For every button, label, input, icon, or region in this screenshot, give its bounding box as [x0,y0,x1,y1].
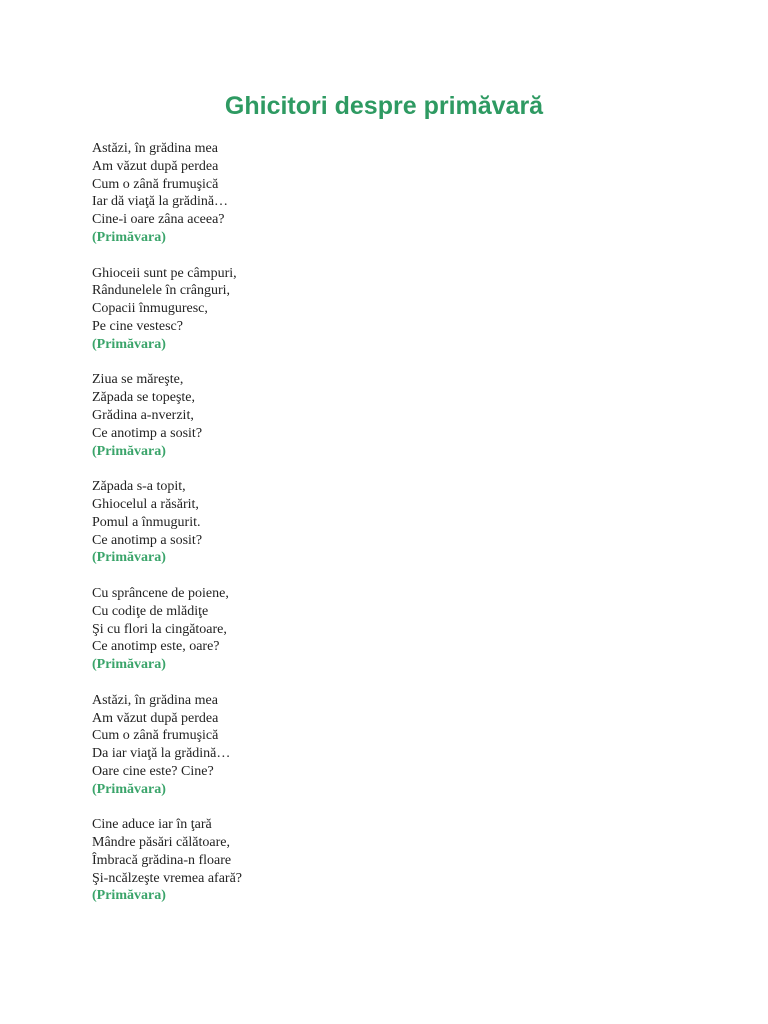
riddle-line: Cine-i oare zâna aceea? [92,212,225,228]
riddle-line: Ghiocelul a răsărit, [92,496,199,512]
riddle-line: Copacii înmuguresc, [92,301,208,317]
riddle-line: Ziua se măreşte, [92,372,184,388]
riddle-line: Astăzi, în grădina mea [92,141,218,156]
riddle-line: Rândunelele în crânguri, [92,283,231,299]
page-title: Ghicitori despre primăvară [224,92,544,120]
riddle-line: Cum o zână frumuşică [92,176,219,192]
riddle-line: Îmbracă grădina-n floare [92,852,232,868]
riddle-line: Am văzut după perdea [92,158,219,174]
riddle-line: Ce anotimp a sosit? [92,425,203,441]
riddle-line: Mândre păsări călătoare, [92,835,230,851]
riddle-answer: (Primăvara) [92,443,166,459]
riddle-line: Cu sprâncene de poiene, [92,585,229,601]
riddle-block [92,816,692,905]
riddle-line: Da iar viaţă la grădină… [92,746,231,762]
riddle-line: Ce anotimp a sosit? [92,532,203,548]
riddle-line: Cine aduce iar în ţară [92,817,212,833]
riddle-line: Am văzut după perdea [92,710,219,726]
riddle-answer: (Primăvara) [92,657,166,673]
riddle-line: Astăzi, în grădina mea [92,692,218,708]
riddle-line: Cum o zână frumuşică [92,728,219,744]
riddle-line: Grădina a-nverzit, [92,407,194,423]
riddle-line: Şi-ncălzeşte vremea afară? [92,870,243,886]
riddle-line: Iar dă viaţă la grădină… [92,194,229,210]
riddle-block [92,265,692,354]
riddle-answer: (Primăvara) [92,550,166,566]
riddle-list [92,140,692,923]
riddle-line: Pomul a înmugurit. [92,514,201,530]
riddle-line: Ce anotimp este, oare? [92,639,220,655]
riddle-block [92,478,692,567]
riddle-answer: (Primăvara) [92,336,166,352]
riddle-answer: (Primăvara) [92,229,166,245]
riddle-line: Oare cine este? Cine? [92,763,214,779]
riddle-line: Zăpada s-a topit, [92,479,186,495]
riddle-block [92,585,692,674]
riddle-line: Şi cu flori la cingătoare, [92,621,227,637]
riddle-block [92,692,692,799]
riddle-block [92,140,692,247]
riddle-line: Cu codiţe de mlădiţe [92,603,209,619]
riddle-answer: (Primăvara) [92,781,166,797]
riddle-line: Zăpada se topeşte, [92,390,196,406]
riddle-answer: (Primăvara) [92,888,166,904]
riddle-line: Pe cine vestesc? [92,318,183,334]
riddle-line: Ghioceii sunt pe câmpuri, [92,265,237,281]
riddle-block [92,371,692,460]
